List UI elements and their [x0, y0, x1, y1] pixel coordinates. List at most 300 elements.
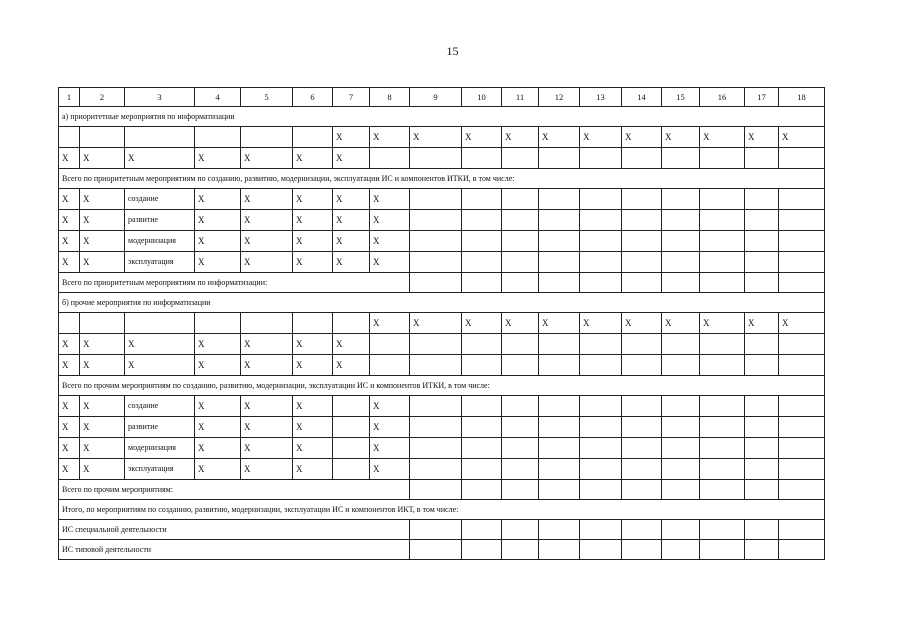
empty-cell	[462, 417, 502, 438]
total-cell	[502, 520, 539, 540]
x-mark-cell: X	[539, 313, 580, 334]
empty-cell	[539, 148, 580, 169]
column-number: 12	[539, 88, 580, 107]
empty-cell	[539, 355, 580, 376]
total-cell	[410, 540, 462, 560]
empty-cell	[333, 396, 370, 417]
empty-cell	[745, 417, 779, 438]
section-heading: Итого, по мероприятиям по созданию, развитию, модернизации, эксплуатации ИС и компонентов ИКТ, в том числе:	[59, 500, 825, 520]
x-mark-cell: X	[241, 438, 293, 459]
table-row	[59, 355, 825, 376]
total-cell	[502, 540, 539, 560]
x-mark-cell: X	[370, 438, 410, 459]
x-mark-cell: X	[195, 210, 241, 231]
x-mark-cell: X	[502, 313, 539, 334]
empty-cell	[80, 127, 125, 148]
x-mark-cell: X	[59, 189, 80, 210]
empty-cell	[662, 459, 700, 480]
empty-cell	[410, 396, 462, 417]
x-mark-cell: X	[333, 355, 370, 376]
x-mark-cell: X	[59, 210, 80, 231]
empty-cell	[539, 334, 580, 355]
empty-cell	[700, 334, 745, 355]
total-cell	[745, 540, 779, 560]
column-number: 3	[125, 88, 195, 107]
total-row	[59, 520, 825, 540]
x-mark-cell: X	[462, 127, 502, 148]
empty-cell	[700, 438, 745, 459]
column-number: 14	[622, 88, 662, 107]
column-number: 9	[410, 88, 462, 107]
x-mark-cell: X	[80, 396, 125, 417]
x-mark-cell: X	[370, 313, 410, 334]
x-mark-cell: X	[333, 252, 370, 273]
x-mark-cell: X	[333, 189, 370, 210]
total-cell	[462, 520, 502, 540]
empty-cell	[539, 231, 580, 252]
empty-cell	[462, 210, 502, 231]
x-mark-cell: X	[80, 252, 125, 273]
x-mark-cell: X	[370, 459, 410, 480]
total-cell	[580, 480, 622, 500]
x-mark-cell: X	[333, 148, 370, 169]
section-heading: а) приоритетные мероприятия по информатизации	[59, 107, 825, 127]
empty-cell	[700, 459, 745, 480]
total-cell	[539, 273, 580, 293]
empty-cell	[333, 313, 370, 334]
row-label-cell: эксплуатация	[125, 459, 195, 480]
empty-cell	[502, 252, 539, 273]
x-mark-cell: X	[195, 355, 241, 376]
empty-cell	[779, 231, 825, 252]
x-mark-cell: X	[293, 189, 333, 210]
x-mark-cell: X	[293, 148, 333, 169]
x-mark-cell: X	[662, 313, 700, 334]
empty-cell	[462, 189, 502, 210]
total-cell	[700, 480, 745, 500]
x-mark-cell: X	[293, 252, 333, 273]
column-number: 15	[662, 88, 700, 107]
x-mark-cell: X	[241, 148, 293, 169]
empty-cell	[662, 231, 700, 252]
empty-cell	[410, 148, 462, 169]
empty-cell	[745, 210, 779, 231]
x-mark-cell: X	[502, 127, 539, 148]
x-mark-cell: X	[580, 127, 622, 148]
empty-cell	[502, 148, 539, 169]
x-mark-cell: X	[622, 313, 662, 334]
total-cell	[745, 520, 779, 540]
x-mark-cell: X	[370, 189, 410, 210]
column-number: 13	[580, 88, 622, 107]
section-heading-row	[59, 500, 825, 520]
x-mark-cell: X	[80, 459, 125, 480]
x-mark-cell: X	[241, 210, 293, 231]
empty-cell	[779, 438, 825, 459]
empty-cell	[293, 313, 333, 334]
x-mark-cell: X	[59, 355, 80, 376]
empty-cell	[580, 189, 622, 210]
column-number: 10	[462, 88, 502, 107]
x-mark-cell: X	[539, 127, 580, 148]
row-label-cell: развитие	[125, 417, 195, 438]
x-mark-cell: X	[80, 417, 125, 438]
x-mark-cell: X	[293, 417, 333, 438]
empty-cell	[779, 417, 825, 438]
empty-cell	[662, 210, 700, 231]
empty-cell	[580, 252, 622, 273]
empty-cell	[502, 355, 539, 376]
empty-cell	[662, 334, 700, 355]
section-heading: Всего по приоритетным мероприятиям по созданию, развитию, модернизации, эксплуатации ИС и компонентов ИТКИ, в том числе:	[59, 169, 825, 189]
x-mark-cell: X	[293, 355, 333, 376]
x-mark-cell: X	[59, 334, 80, 355]
empty-cell	[410, 252, 462, 273]
row-label-cell: модернизация	[125, 438, 195, 459]
empty-cell	[622, 355, 662, 376]
empty-cell	[622, 438, 662, 459]
x-mark-cell: X	[241, 459, 293, 480]
empty-cell	[410, 231, 462, 252]
empty-cell	[241, 127, 293, 148]
row-label-cell: эксплуатация	[125, 252, 195, 273]
empty-cell	[622, 148, 662, 169]
empty-cell	[745, 148, 779, 169]
x-mark-cell: X	[80, 231, 125, 252]
empty-cell	[502, 189, 539, 210]
x-mark-cell: X	[370, 231, 410, 252]
x-mark-cell: X	[125, 334, 195, 355]
page-number: 15	[446, 44, 459, 58]
empty-cell	[241, 313, 293, 334]
empty-cell	[779, 334, 825, 355]
empty-cell	[622, 417, 662, 438]
table-row	[59, 148, 825, 169]
total-cell	[539, 480, 580, 500]
empty-cell	[539, 438, 580, 459]
total-cell	[622, 480, 662, 500]
x-mark-cell: X	[195, 189, 241, 210]
empty-cell	[779, 396, 825, 417]
empty-cell	[59, 313, 80, 334]
x-mark-cell: X	[125, 355, 195, 376]
empty-cell	[779, 189, 825, 210]
row-label-cell: развитие	[125, 210, 195, 231]
x-mark-cell: X	[622, 127, 662, 148]
empty-cell	[293, 127, 333, 148]
table-row	[59, 438, 825, 459]
empty-cell	[462, 459, 502, 480]
empty-cell	[539, 396, 580, 417]
x-mark-cell: X	[370, 210, 410, 231]
empty-cell	[580, 459, 622, 480]
x-mark-cell: X	[195, 231, 241, 252]
total-cell	[745, 273, 779, 293]
empty-cell	[700, 252, 745, 273]
empty-cell	[580, 438, 622, 459]
section-heading-row	[59, 107, 825, 127]
column-number: 16	[700, 88, 745, 107]
empty-cell	[622, 459, 662, 480]
empty-cell	[662, 252, 700, 273]
total-cell	[462, 480, 502, 500]
x-mark-cell: X	[745, 127, 779, 148]
total-cell	[779, 520, 825, 540]
column-number: 4	[195, 88, 241, 107]
table-row	[59, 127, 825, 148]
empty-cell	[502, 210, 539, 231]
x-mark-cell: X	[293, 438, 333, 459]
x-mark-cell: X	[410, 313, 462, 334]
empty-cell	[462, 231, 502, 252]
x-mark-cell: X	[779, 127, 825, 148]
total-cell	[410, 520, 462, 540]
x-mark-cell: X	[59, 148, 80, 169]
x-mark-cell: X	[700, 127, 745, 148]
empty-cell	[662, 148, 700, 169]
empty-cell	[745, 355, 779, 376]
empty-cell	[370, 355, 410, 376]
total-cell	[462, 273, 502, 293]
x-mark-cell: X	[80, 438, 125, 459]
total-cell	[662, 480, 700, 500]
total-cell	[779, 480, 825, 500]
x-mark-cell: X	[80, 210, 125, 231]
total-cell	[502, 273, 539, 293]
table-row	[59, 334, 825, 355]
empty-cell	[700, 396, 745, 417]
total-cell	[580, 273, 622, 293]
table-row	[59, 189, 825, 210]
empty-cell	[580, 334, 622, 355]
total-row	[59, 480, 825, 500]
empty-cell	[745, 396, 779, 417]
x-mark-cell: X	[241, 189, 293, 210]
x-mark-cell: X	[59, 438, 80, 459]
empty-cell	[410, 355, 462, 376]
empty-cell	[622, 252, 662, 273]
empty-cell	[502, 438, 539, 459]
empty-cell	[333, 438, 370, 459]
empty-cell	[410, 438, 462, 459]
empty-cell	[502, 231, 539, 252]
total-cell	[622, 273, 662, 293]
x-mark-cell: X	[241, 252, 293, 273]
empty-cell	[662, 355, 700, 376]
x-mark-cell: X	[333, 210, 370, 231]
section-heading-row	[59, 169, 825, 189]
total-cell	[539, 520, 580, 540]
total-cell	[539, 540, 580, 560]
x-mark-cell: X	[462, 313, 502, 334]
x-mark-cell: X	[293, 231, 333, 252]
empty-cell	[662, 396, 700, 417]
empty-cell	[580, 148, 622, 169]
x-mark-cell: X	[333, 334, 370, 355]
empty-cell	[580, 210, 622, 231]
empty-cell	[502, 459, 539, 480]
column-number: 2	[80, 88, 125, 107]
x-mark-cell: X	[195, 459, 241, 480]
x-mark-cell: X	[241, 396, 293, 417]
total-cell	[410, 273, 462, 293]
column-number: 17	[745, 88, 779, 107]
column-number: 5	[241, 88, 293, 107]
row-label-cell: модернизация	[125, 231, 195, 252]
empty-cell	[333, 459, 370, 480]
empty-cell	[662, 189, 700, 210]
column-number: 7	[333, 88, 370, 107]
empty-cell	[662, 438, 700, 459]
column-number: 8	[370, 88, 410, 107]
x-mark-cell: X	[662, 127, 700, 148]
empty-cell	[700, 210, 745, 231]
empty-cell	[370, 148, 410, 169]
total-label: Всего по приоритетным мероприятиям по информатизации:	[59, 273, 410, 293]
activities-table	[58, 87, 825, 560]
empty-cell	[700, 148, 745, 169]
total-cell	[700, 520, 745, 540]
table-row	[59, 231, 825, 252]
empty-cell	[700, 231, 745, 252]
x-mark-cell: X	[241, 334, 293, 355]
empty-cell	[779, 210, 825, 231]
empty-cell	[622, 189, 662, 210]
column-number: 11	[502, 88, 539, 107]
x-mark-cell: X	[80, 148, 125, 169]
total-cell	[779, 273, 825, 293]
total-cell	[662, 540, 700, 560]
empty-cell	[80, 313, 125, 334]
total-cell	[700, 273, 745, 293]
x-mark-cell: X	[410, 127, 462, 148]
x-mark-cell: X	[80, 334, 125, 355]
total-cell	[779, 540, 825, 560]
empty-cell	[779, 148, 825, 169]
empty-cell	[462, 334, 502, 355]
section-heading-row	[59, 376, 825, 396]
total-cell	[502, 480, 539, 500]
x-mark-cell: X	[195, 417, 241, 438]
x-mark-cell: X	[293, 334, 333, 355]
empty-cell	[779, 459, 825, 480]
table-row	[59, 252, 825, 273]
empty-cell	[745, 438, 779, 459]
x-mark-cell: X	[195, 438, 241, 459]
row-label-cell: создание	[125, 396, 195, 417]
empty-cell	[195, 313, 241, 334]
empty-cell	[745, 252, 779, 273]
x-mark-cell: X	[80, 189, 125, 210]
total-cell	[410, 480, 462, 500]
table-row	[59, 417, 825, 438]
empty-cell	[745, 231, 779, 252]
section-heading-row	[59, 293, 825, 313]
total-cell	[622, 520, 662, 540]
empty-cell	[580, 396, 622, 417]
x-mark-cell: X	[195, 396, 241, 417]
empty-cell	[410, 334, 462, 355]
total-label: Всего по прочим мероприятиям:	[59, 480, 410, 500]
x-mark-cell: X	[59, 396, 80, 417]
x-mark-cell: X	[195, 148, 241, 169]
total-cell	[662, 520, 700, 540]
total-label: ИС специальной деятельности	[59, 520, 410, 540]
x-mark-cell: X	[700, 313, 745, 334]
empty-cell	[125, 127, 195, 148]
column-number-row	[59, 88, 825, 107]
x-mark-cell: X	[195, 252, 241, 273]
total-cell	[745, 480, 779, 500]
x-mark-cell: X	[59, 459, 80, 480]
empty-cell	[59, 127, 80, 148]
x-mark-cell: X	[333, 127, 370, 148]
table-row	[59, 210, 825, 231]
x-mark-cell: X	[195, 334, 241, 355]
x-mark-cell: X	[293, 459, 333, 480]
empty-cell	[622, 231, 662, 252]
empty-cell	[580, 231, 622, 252]
x-mark-cell: X	[59, 252, 80, 273]
total-row	[59, 273, 825, 293]
x-mark-cell: X	[241, 355, 293, 376]
empty-cell	[700, 355, 745, 376]
empty-cell	[410, 189, 462, 210]
empty-cell	[539, 459, 580, 480]
x-mark-cell: X	[779, 313, 825, 334]
empty-cell	[539, 252, 580, 273]
empty-cell	[779, 252, 825, 273]
empty-cell	[622, 396, 662, 417]
x-mark-cell: X	[125, 148, 195, 169]
total-cell	[580, 520, 622, 540]
x-mark-cell: X	[580, 313, 622, 334]
total-cell	[462, 540, 502, 560]
empty-cell	[700, 417, 745, 438]
x-mark-cell: X	[59, 417, 80, 438]
empty-cell	[462, 355, 502, 376]
total-row	[59, 540, 825, 560]
x-mark-cell: X	[370, 127, 410, 148]
empty-cell	[195, 127, 241, 148]
empty-cell	[502, 334, 539, 355]
empty-cell	[745, 459, 779, 480]
empty-cell	[539, 189, 580, 210]
empty-cell	[125, 313, 195, 334]
x-mark-cell: X	[370, 252, 410, 273]
empty-cell	[370, 334, 410, 355]
empty-cell	[622, 334, 662, 355]
empty-cell	[333, 417, 370, 438]
empty-cell	[745, 189, 779, 210]
x-mark-cell: X	[80, 355, 125, 376]
total-label: ИС типовой деятельности	[59, 540, 410, 560]
empty-cell	[502, 417, 539, 438]
table-row	[59, 313, 825, 334]
empty-cell	[410, 459, 462, 480]
total-cell	[622, 540, 662, 560]
total-cell	[580, 540, 622, 560]
empty-cell	[580, 355, 622, 376]
x-mark-cell: X	[241, 231, 293, 252]
x-mark-cell: X	[370, 396, 410, 417]
empty-cell	[462, 438, 502, 459]
empty-cell	[700, 189, 745, 210]
x-mark-cell: X	[370, 417, 410, 438]
table-row	[59, 459, 825, 480]
empty-cell	[622, 210, 662, 231]
total-cell	[700, 540, 745, 560]
